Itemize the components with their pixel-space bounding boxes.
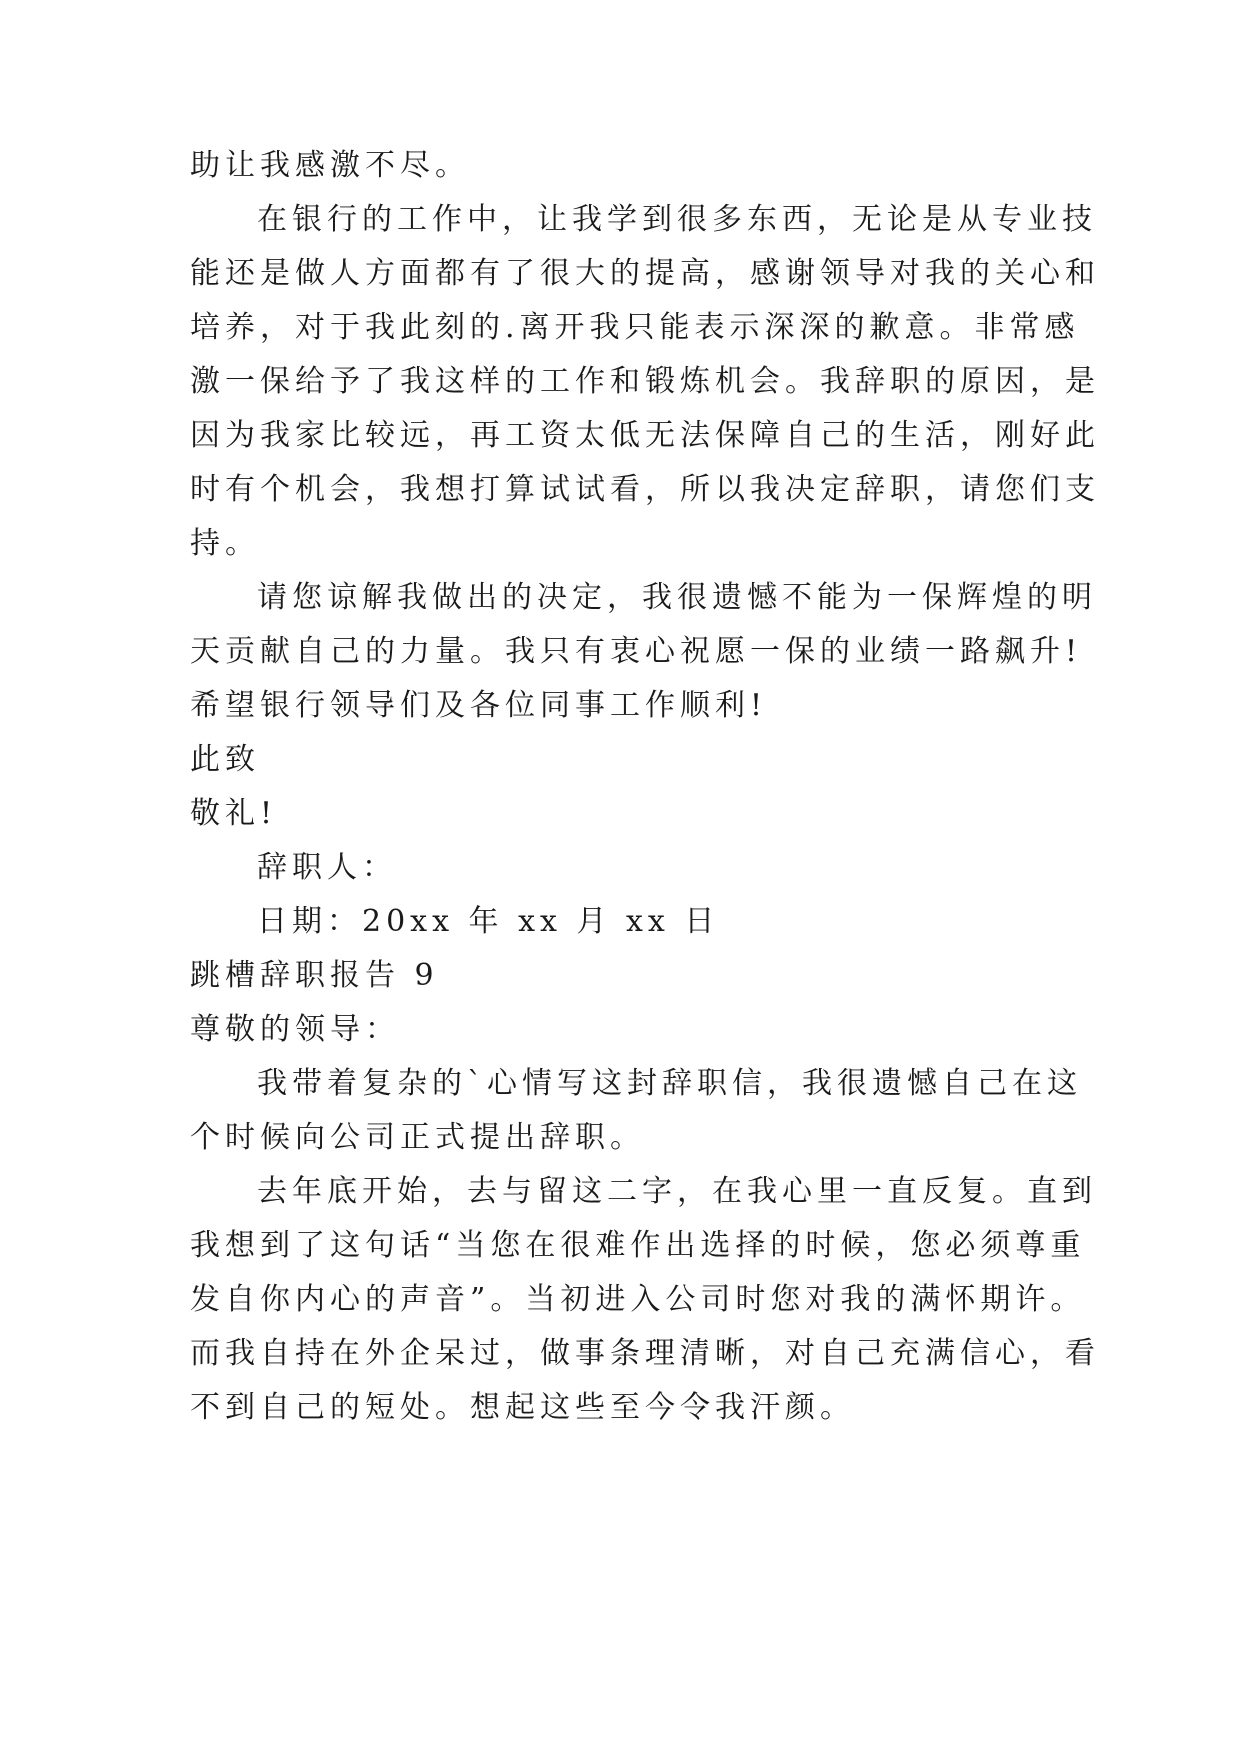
text-line: 我带着复杂的`心情写这封辞职信，我很遗憾自己在这 (257, 1066, 1082, 1101)
closing-salutation: 此致 (190, 742, 260, 777)
text-line: 因为我家比较远，再工资太低无法保障自己的生活，刚好此 (190, 418, 1100, 453)
closing-regards: 敬礼! (190, 796, 278, 831)
text-line: 不到自己的短处。想起这些至今令我汗颜。 (190, 1390, 855, 1425)
date-line: 日期：20xx 年 xx 月 xx 日 (257, 904, 720, 939)
text-line: 时有个机会，我想打算试试看，所以我决定辞职，请您们支 (190, 472, 1100, 507)
signature-label: 辞职人： (257, 850, 397, 885)
text-line: 激一保给予了我这样的工作和锻炼机会。我辞职的原因，是 (190, 364, 1100, 399)
text-line: 我想到了这句话“当您在很难作出选择的时候，您必须尊重 (190, 1228, 1086, 1263)
text-line: 培养，对于我此刻的.离开我只能表示深深的歉意。非常感 (190, 310, 1080, 345)
section-title: 跳槽辞职报告 9 (190, 958, 439, 993)
text-line: 能还是做人方面都有了很大的提高，感谢领导对我的关心和 (190, 256, 1100, 291)
text-line: 持。 (190, 526, 260, 561)
text-line: 而我自持在外企呆过，做事条理清晰，对自己充满信心，看 (190, 1336, 1100, 1371)
text-line: 天贡献自己的力量。我只有衷心祝愿一保的业绩一路飙升! (190, 634, 1083, 669)
text-line: 希望银行领导们及各位同事工作顺利! (190, 688, 768, 723)
text-line: 请您谅解我做出的决定，我很遗憾不能为一保辉煌的明 (257, 580, 1097, 615)
text-line: 去年底开始，去与留这二字，在我心里一直反复。直到 (257, 1174, 1097, 1209)
text-line: 个时候向公司正式提出辞职。 (190, 1120, 645, 1155)
text-line: 在银行的工作中，让我学到很多东西，无论是从专业技 (257, 202, 1097, 237)
text-line: 发自你内心的声音”。当初进入公司时您对我的满怀期许。 (190, 1282, 1086, 1317)
text-line: 助让我感激不尽。 (190, 148, 470, 183)
greeting: 尊敬的领导： (190, 1012, 400, 1047)
